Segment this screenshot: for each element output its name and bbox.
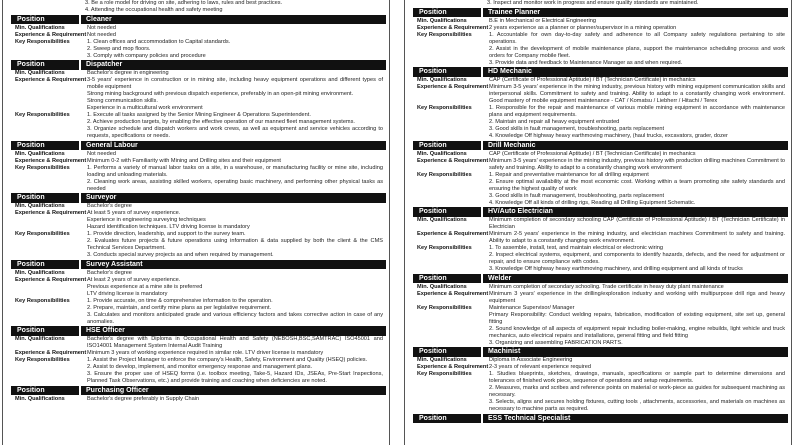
min-qualifications-value: [489, 77, 785, 84]
text-line: 3. Good skills in fault management, troubleshooting, parts replacement: [489, 126, 665, 132]
text-line: 2. Cleaning work areas, assisting skilled workers, operating basic machinery, and performing other physical tasks as needed: [87, 178, 383, 192]
intro-line: 3. Be a role model for driving on site, adhering to laws, rules and best practices.: [85, 0, 283, 6]
job-section: [3, 326, 389, 385]
min-qualifications-value: [87, 270, 383, 277]
min-qualifications-label: Min. Qualifications: [417, 217, 467, 223]
experience-requirement-row: [417, 25, 785, 32]
text-line: B.E in Mechanical or Electrical Engineering: [489, 17, 596, 24]
experience-requirement-value: [87, 77, 383, 112]
position-title: HV/Auto Electrician: [483, 207, 788, 217]
job-section: [3, 60, 389, 140]
text-line: 1. Clean offices and accommodation to Capital standards.: [87, 38, 231, 45]
job-section: [3, 386, 389, 403]
min-qualifications-label: Min. Qualifications: [15, 203, 65, 209]
experience-requirement-value: [87, 32, 383, 39]
min-qualifications-row: [417, 151, 785, 158]
min-qualifications-value: [87, 151, 383, 158]
text-line: Diploma in Associate Engineering: [489, 357, 573, 363]
key-responsibilities-value: [489, 371, 785, 413]
text-line: At least 5 years of survey experience.: [87, 210, 181, 216]
text-line: Maintenance Supervisor/ Manager: [489, 304, 575, 311]
experience-requirement-label: Experience & Requirement: [417, 84, 489, 90]
min-qualifications-label: Min. Qualifications: [15, 336, 65, 342]
min-qualifications-label: Min. Qualifications: [15, 24, 65, 31]
position-label: Position: [413, 274, 481, 284]
key-responsibilities-value: [87, 298, 383, 326]
key-responsibilities-label: Key Responsibilities: [417, 31, 472, 38]
experience-requirement-label: Experience & Requirement: [417, 364, 489, 370]
key-responsibilities-row: [15, 231, 383, 259]
text-line: 4. Knowledge Off highway heavy earthmoving machinery, (haul trucks, excavators, grader, dozer: [489, 133, 728, 139]
experience-requirement-label: Experience & Requirement: [15, 276, 87, 283]
text-line: Strong communication skills.: [87, 98, 158, 104]
job-section: [3, 193, 389, 259]
key-responsibilities-value: [87, 231, 383, 259]
key-responsibilities-label: Key Responsibilities: [417, 105, 472, 111]
experience-requirement-value: [87, 210, 383, 231]
key-responsibilities-row: [15, 39, 383, 60]
experience-requirement-value: [489, 364, 785, 371]
text-line: LTV driving license is mandatory: [87, 290, 168, 297]
key-responsibilities-label: Key Responsibilities: [15, 112, 70, 118]
min-qualifications-label: Min. Qualifications: [15, 150, 65, 157]
key-responsibilities-row: [417, 371, 785, 413]
position-header: [413, 347, 788, 357]
text-line: Bachelor's degree preferably in Supply Chain: [87, 395, 200, 402]
text-line: 1. Execute all tasks assigned by the Senior Mining Engineer & Operations Superintendent.: [87, 112, 311, 118]
key-responsibilities-value: [87, 112, 383, 140]
position-title: Drill Mechanic: [483, 141, 788, 151]
position-title: HD Mechanic: [483, 67, 788, 77]
key-responsibilities-row: [15, 165, 383, 193]
text-line: 1. Accountable for own day-to-day safety and adherence to all Company safety regulations pertaining to site operations.: [489, 31, 785, 45]
key-responsibilities-value: [489, 105, 785, 140]
text-line: CAP (Certificate of Professional Aptitude) / BT (Technician Certificate) in mechanics: [489, 77, 696, 83]
min-qualifications-label: Min. Qualifications: [417, 150, 467, 157]
intro-text: [3, 0, 389, 14]
min-qualifications-value: [87, 203, 383, 210]
min-qualifications-value: [489, 151, 785, 158]
min-qualifications-label: Min. Qualifications: [417, 357, 467, 363]
experience-requirement-label: Experience & Requirement: [15, 77, 87, 83]
position-label: Position: [11, 15, 79, 25]
text-line: 3. Conducts special survey projects as and when required by management.: [87, 252, 274, 258]
min-qualifications-row: [417, 284, 785, 291]
min-qualifications-row: [417, 357, 785, 364]
key-responsibilities-value: [489, 32, 785, 67]
key-responsibilities-label: Key Responsibilities: [417, 245, 472, 251]
position-label: Position: [413, 347, 481, 357]
position-header: [11, 141, 386, 151]
min-qualifications-row: [417, 77, 785, 84]
text-line: Bachelor's degree: [87, 269, 132, 276]
text-line: 2. Achieve production targets, by enabling the effective operation of our manned fleet management systems.: [87, 119, 355, 125]
position-label: Position: [11, 141, 79, 151]
position-header: [11, 60, 386, 70]
key-responsibilities-label: Key Responsibilities: [417, 371, 472, 377]
key-responsibilities-row: [15, 112, 383, 140]
job-section: [405, 347, 791, 413]
position-header: [413, 207, 788, 217]
min-qualifications-label: Min. Qualifications: [15, 395, 65, 402]
text-line: Minimum 3-5 years' experience in the mining industry, previous history with production drilling machines Commitment to safety and training. Ability to adapt to a constantly changing work environment: [489, 157, 785, 171]
text-line: 2. Measures, marks and scribes and reference points on material or work-piece as guides for subsequent machining as necessary.: [489, 385, 785, 398]
min-qualifications-row: [15, 336, 383, 350]
job-section: [405, 67, 791, 140]
text-line: 1. Responsible for the repair and maintenance of various mobile mining equipment in accordance with maintenance plans and equipment requirements.: [489, 105, 785, 118]
experience-requirement-label: Experience & Requirement: [15, 31, 87, 38]
text-line: 2. Maintain and repair all heavy equipment entrusted: [489, 119, 620, 125]
text-line: At least 2 years of survey experience.: [87, 276, 181, 283]
text-line: Minimum 2-5 years' experience in the mining industry, and electrician machines Commitment to safety and training. Ability to adapt to a constantly changing work environment.: [489, 231, 785, 244]
job-section: [405, 207, 791, 273]
text-line: 2. Inspect electrical systems, equipment, and components to identify hazards, defects, and the need for adjustment or repair, and to ensure compliance with codes.: [489, 252, 785, 265]
position-header: [413, 274, 788, 284]
position-title: Survey Assistant: [81, 260, 386, 270]
text-line: Not needed: [87, 150, 116, 157]
experience-requirement-value: [489, 291, 785, 305]
position-label: Position: [413, 67, 481, 77]
text-line: Minimum completion of secondary schooling. Trade certificate in heavy duty plant maintenance: [489, 283, 724, 290]
experience-requirement-value: [489, 231, 785, 245]
min-qualifications-value: [489, 18, 785, 25]
position-title: Purchasing Officer: [81, 386, 386, 396]
text-line: 3. Comply with company policies and procedure: [87, 52, 206, 59]
text-line: 2. Assist to develop, implement, and monitor emergency response and management plans.: [87, 364, 313, 370]
text-line: Primary Responsibility: Conduct welding repairs, fabrication, modification of existing equipment, site set up, general fitting: [489, 311, 785, 325]
text-line: 1. Provide accurate, on time & comprehensive information to the operation.: [87, 297, 273, 304]
text-line: 2 years experience as a planner or planner/supervisor in a mining operation: [489, 24, 677, 31]
text-line: 3. Ensure the proper use of HSEQ forms (i.e. toolbox meeting, Take-5, Hazard IDs, JSEAs, Pre-Start Inspections, Planned Task Observations, etc.) and provide training and coaching when deficiencies are noted.: [87, 371, 383, 384]
key-responsibilities-value: [87, 165, 383, 193]
job-section: [405, 414, 791, 424]
experience-requirement-label: Experience & Requirement: [417, 24, 489, 31]
right-column: [404, 0, 792, 445]
text-line: 3. Provide data and feedback to Maintenance Manager as and when required.: [489, 59, 683, 66]
experience-requirement-row: [417, 364, 785, 371]
text-line: Minimum 3 years of working experience required in similar role. LTV driver license is mandatory: [87, 350, 324, 356]
job-section: [3, 141, 389, 193]
position-label: Position: [11, 260, 79, 270]
text-line: 2. Sweep and mop floors.: [87, 45, 151, 52]
min-qualifications-row: [417, 217, 785, 231]
key-responsibilities-value: [489, 172, 785, 207]
text-line: Not needed: [87, 31, 116, 38]
text-line: 2. Assist in the development of mobile maintenance plans, support the maintenance scheduling process and work orders for Company mobile fleet.: [489, 45, 785, 59]
text-line: CAP (Certificate of Professional Aptitude) / BT (Technician Certificate) in mechanics: [489, 150, 696, 157]
text-line: 1. Provide direction, leadership, and support to the survey team.: [87, 231, 246, 237]
position-title: Cleaner: [81, 15, 386, 25]
text-line: Strong mining background with previous dispatch experience, preferably in an open-pit mining environment.: [87, 91, 354, 97]
experience-requirement-value: [489, 25, 785, 32]
left-column: [2, 0, 390, 445]
text-line: Minimum 3 years' experience in the drilling/exploration industry and working with multipurpose drill rigs and heavy equipment: [489, 290, 785, 304]
min-qualifications-value: [489, 284, 785, 291]
position-header: [11, 260, 386, 270]
position-header: [11, 386, 386, 396]
min-qualifications-value: [87, 70, 383, 77]
key-responsibilities-row: [15, 357, 383, 385]
position-label: Position: [413, 414, 481, 424]
experience-requirement-row: [15, 77, 383, 112]
min-qualifications-label: Min. Qualifications: [15, 269, 65, 276]
position-label: Position: [11, 326, 79, 336]
text-line: 2-3 years of relevant experience required: [489, 364, 591, 370]
key-responsibilities-label: Key Responsibilities: [417, 171, 472, 178]
min-qualifications-value: [87, 396, 383, 403]
text-line: 2. Ensure optimal availability at the most economic cost. Working within a team promoting site safety standards and ensuring the highest quality of work: [489, 178, 785, 192]
min-qualifications-value: [489, 217, 785, 231]
key-responsibilities-row: [417, 245, 785, 273]
key-responsibilities-value: [489, 245, 785, 273]
experience-requirement-label: Experience & Requirement: [15, 157, 87, 164]
position-label: Position: [11, 386, 79, 396]
experience-requirement-row: [417, 158, 785, 172]
text-line: 1. Repair and preventative maintenance for all drilling equipment: [489, 171, 649, 178]
min-qualifications-value: [87, 336, 383, 350]
key-responsibilities-label: Key Responsibilities: [15, 231, 70, 237]
experience-requirement-value: [489, 158, 785, 172]
job-section: [3, 15, 389, 60]
experience-requirement-label: Experience & Requirement: [417, 290, 489, 297]
min-qualifications-label: Min. Qualifications: [15, 70, 65, 76]
min-qualifications-row: [15, 25, 383, 32]
experience-requirement-row: [417, 84, 785, 105]
intro-line: 3. Inspect and monitor work in progress and ensure quality standards are maintained.: [487, 0, 699, 6]
key-responsibilities-label: Key Responsibilities: [15, 357, 70, 363]
min-qualifications-row: [15, 151, 383, 158]
experience-requirement-value: [87, 350, 383, 357]
position-label: Position: [11, 193, 79, 203]
experience-requirement-row: [417, 231, 785, 245]
position-title: Surveyor: [81, 193, 386, 203]
key-responsibilities-row: [417, 305, 785, 347]
key-responsibilities-row: [417, 32, 785, 67]
text-line: 3. Selects, aligns and secures holding fixtures, cutting tools , attachments, accessories, and materials on machines as necessary to machine parts as required.: [489, 399, 785, 412]
experience-requirement-row: [417, 291, 785, 305]
text-line: Bachelor's degree: [87, 203, 132, 209]
text-line: Hazard identification techniques. LTV driving license is mandatory: [87, 224, 250, 230]
text-line: 2. Sound knowledge of all aspects of equipment repair including boiler-making, engine rebuilds, light vehicle and truck mechanics, auto electrical repairs and installations, general fitting and field fitting: [489, 325, 785, 339]
text-line: Bachelor's degree in engineering: [87, 70, 169, 76]
position-label: Position: [413, 207, 481, 217]
experience-requirement-row: [15, 32, 383, 39]
key-responsibilities-value: [489, 305, 785, 347]
text-line: 3. Organize schedule and dispatch workers and work crews, as well as equipment and service vehicles according to requests, specifications or needs.: [87, 126, 383, 139]
experience-requirement-label: Experience & Requirement: [417, 157, 489, 164]
experience-requirement-value: [87, 277, 383, 298]
position-title: ESS Technical Specialist: [483, 414, 788, 424]
text-line: 1. Studies blueprints, sketches, drawings, manuals, specifications or sample part to determine dimensions and tolerances of finished work piece, sequence of operations and setup requirements.: [489, 371, 785, 384]
text-line: Previous experience at a mine site is preferred: [87, 283, 203, 290]
position-title: Trainee Planner: [483, 8, 788, 18]
key-responsibilities-row: [417, 105, 785, 140]
min-qualifications-label: Min. Qualifications: [417, 17, 467, 24]
position-header: [413, 141, 788, 151]
min-qualifications-row: [15, 203, 383, 210]
position-title: Welder: [483, 274, 788, 284]
job-section: [3, 260, 389, 326]
experience-requirement-label: Experience & Requirement: [417, 231, 489, 237]
text-line: 3-5 years' experience in construction or in mining site, including heavy equipment operations and different types of mobile equipment: [87, 77, 383, 90]
text-line: 3. Knowledge Off highway heavy earthmoving machinery, and drilling equipment and all kinds of trucks: [489, 266, 743, 272]
min-qualifications-row: [15, 70, 383, 77]
job-section: [405, 274, 791, 347]
experience-requirement-row: [15, 277, 383, 298]
experience-requirement-label: Experience & Requirement: [15, 210, 87, 216]
experience-requirement-value: [87, 158, 383, 165]
text-line: 2. Prepare, maintain, and certify mine plans as per legislative requirement.: [87, 304, 272, 311]
position-title: Dispatcher: [81, 60, 386, 70]
position-header: [413, 8, 788, 18]
text-line: Not needed: [87, 24, 116, 31]
key-responsibilities-row: [417, 172, 785, 207]
key-responsibilities-label: Key Responsibilities: [15, 38, 70, 45]
key-responsibilities-label: Key Responsibilities: [15, 164, 70, 171]
text-line: 3. Calculates and monitors anticipated grade and various efficiency factors and takes corrective action in case of any anomalies.: [87, 311, 383, 325]
text-line: 4. Knowledge Off all kinds of drilling rigs, Reading all Drilling Equipment Schematic.: [489, 199, 696, 206]
key-responsibilities-value: [87, 357, 383, 385]
position-title: Machinist: [483, 347, 788, 357]
position-header: [11, 326, 386, 336]
job-section: [405, 8, 791, 67]
text-line: Bachelor's degree with Diploma in Occupational Health and Safety (NEBOSH,BSC,SAMTRAC) ISO45001 and ISO14001 Management System Internal Audit Training: [87, 336, 383, 349]
text-line: Minimum completion of secondary schooling CAP (Certificate of Professional Aptitude) / BT (Technician Certificate) in Electrician: [489, 217, 785, 230]
min-qualifications-value: [489, 357, 785, 364]
min-qualifications-value: [87, 25, 383, 32]
experience-requirement-value: [489, 84, 785, 105]
experience-requirement-row: [15, 350, 383, 357]
position-header: [413, 67, 788, 77]
text-line: 3. Good skills in fault management, troubleshooting, parts replacement: [489, 192, 665, 199]
text-line: 1. Assist the Project Manager to enforce the company's Health, Safety, Environment and Quality (HSEQ) policies.: [87, 357, 368, 363]
min-qualifications-label: Min. Qualifications: [417, 283, 467, 290]
text-line: 2. Evaluates future projects & future operations using information & data supplied by both the client & the CMS Technical Services Department.: [87, 238, 383, 251]
position-header: [11, 15, 386, 25]
position-title: General Labour: [81, 141, 386, 151]
position-label: Position: [413, 141, 481, 151]
text-line: 3. Organizing and assembling FABRICATION PARTS.: [489, 339, 623, 346]
intro-text: [405, 0, 791, 7]
job-section: [405, 141, 791, 207]
text-line: Minimum 0-2 with Familiarity with Mining and Drilling sites and their equipment: [87, 157, 281, 164]
key-responsibilities-label: Key Responsibilities: [417, 304, 472, 311]
text-line: Minimum 3-5 years' experience in the mining industry, previous history with mining equipment communication skills and interpersonal skills. Commitment to safety and training. Ability to adapt to a constantly changing work environment. Good mastery of mobile equipment maintenance - CAT / Komatsu / Liebherr / Hitachi / Terex: [489, 84, 785, 104]
position-title: HSE Officer: [81, 326, 386, 336]
key-responsibilities-row: [15, 298, 383, 326]
position-label: Position: [413, 8, 481, 18]
min-qualifications-row: [15, 396, 383, 403]
key-responsibilities-label: Key Responsibilities: [15, 297, 70, 304]
experience-requirement-row: [15, 210, 383, 231]
min-qualifications-label: Min. Qualifications: [417, 77, 467, 83]
experience-requirement-row: [15, 158, 383, 165]
position-header: [11, 193, 386, 203]
text-line: Experience in engineering surveying techniques: [87, 217, 206, 223]
min-qualifications-row: [15, 270, 383, 277]
text-line: 1. Performs a variety of manual labor tasks on a site, in a warehouse, or manufacturing facility or mine site, including loading and unloading materials.: [87, 164, 383, 178]
text-line: Experience in a multicultural work environment: [87, 105, 203, 111]
text-line: 1. To assemble, install, test, and maintain electrical or electronic wiring: [489, 245, 664, 251]
position-label: Position: [11, 60, 79, 70]
key-responsibilities-value: [87, 39, 383, 60]
position-header: [413, 414, 788, 424]
intro-line: 4. Attending the occupational health and safety meeting: [85, 7, 223, 13]
min-qualifications-row: [417, 18, 785, 25]
experience-requirement-label: Experience & Requirement: [15, 350, 87, 356]
